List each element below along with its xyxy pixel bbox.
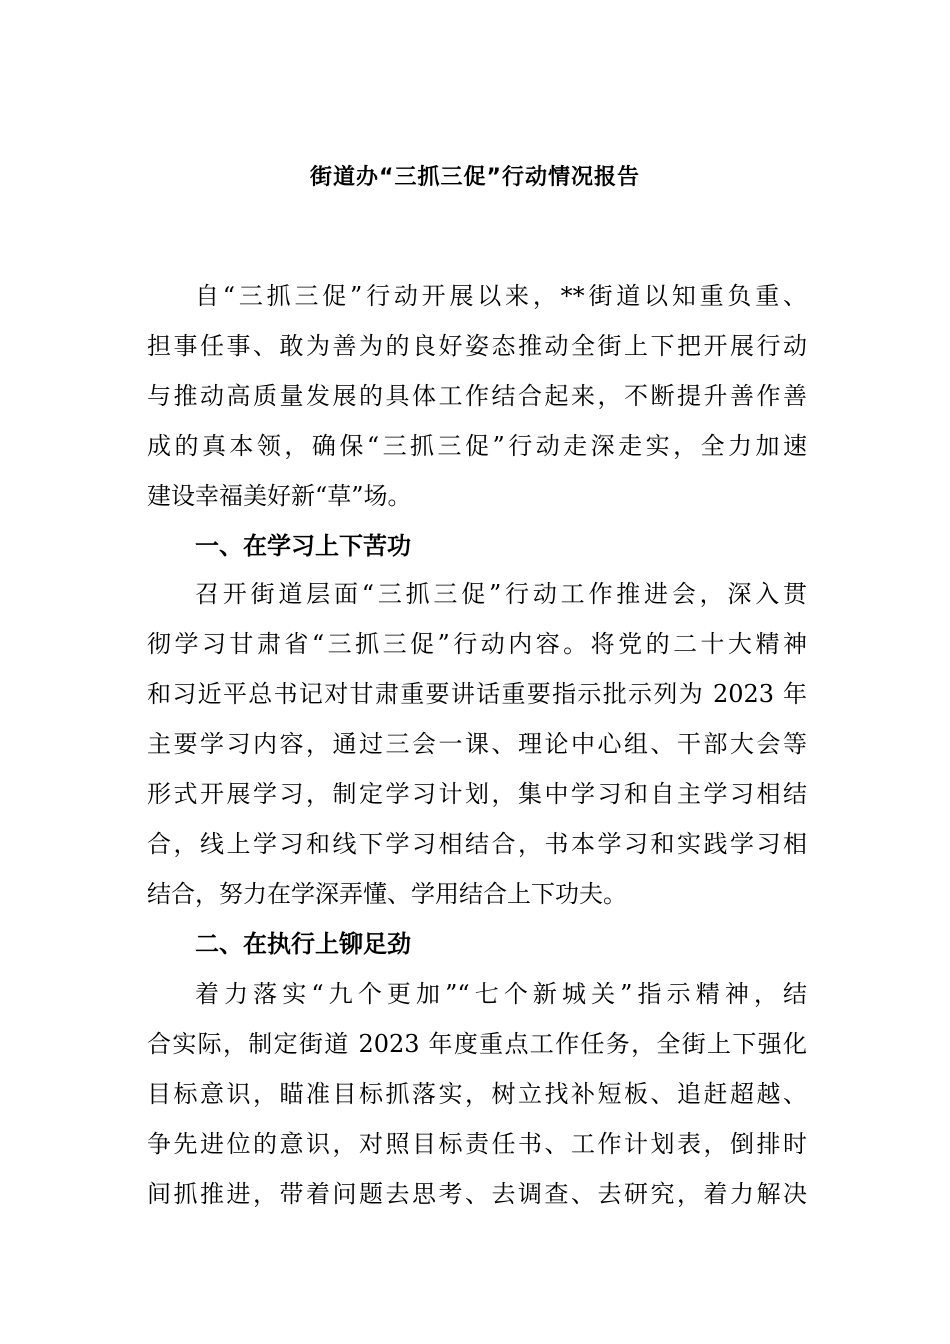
paragraph-line: 主要学习内容，通过三会一课、理论中心组、干部大会等 xyxy=(147,730,807,758)
paragraph-line: 合实际，制定街道 2023 年度重点工作任务，全街上下强化 xyxy=(147,1030,807,1058)
document-title: 街道办“三抓三促”行动情况报告 xyxy=(310,165,640,190)
intro-line: 与推动高质量发展的具体工作结合起来，不断提升善作善 xyxy=(147,382,807,410)
paragraph-line: 着力落实“九个更加”“七个新城关”指示精神，结 xyxy=(195,980,807,1008)
paragraph-line: 彻学习甘肃省“三抓三促”行动内容。将党的二十大精神 xyxy=(147,630,807,658)
intro-line: 担事任事、敢为善为的良好姿态推动全街上下把开展行动 xyxy=(147,332,807,360)
paragraph-line: 结合，努力在学深弄懂、学用结合上下功夫。 xyxy=(147,880,627,908)
intro-line: 建设幸福美好新“草”场。 xyxy=(147,482,412,510)
section-heading: 一、在学习上下苦功 xyxy=(195,532,411,560)
paragraph-line: 目标意识，瞄准目标抓落实，树立找补短板、追赶超越、 xyxy=(147,1080,807,1108)
paragraph-line: 召开街道层面“三抓三促”行动工作推进会，深入贯 xyxy=(195,580,807,608)
intro-line: 成的真本领，确保“三抓三促”行动走深走实，全力加速 xyxy=(147,432,807,460)
paragraph-line: 形式开展学习，制定学习计划，集中学习和自主学习相结 xyxy=(147,780,807,808)
section-heading: 二、在执行上铆足劲 xyxy=(195,930,411,958)
paragraph-line: 和习近平总书记对甘肃重要讲话重要指示批示列为 2023 年 xyxy=(147,680,807,708)
paragraph-line: 合，线上学习和线下学习相结合，书本学习和实践学习相 xyxy=(147,830,807,858)
paragraph-line: 争先进位的意识，对照目标责任书、工作计划表，倒排时 xyxy=(147,1130,807,1158)
paragraph-line: 间抓推进，带着问题去思考、去调查、去研究，着力解决 xyxy=(147,1180,807,1208)
intro-line: 自“三抓三促”行动开展以来，**街道以知重负重、 xyxy=(195,282,807,310)
